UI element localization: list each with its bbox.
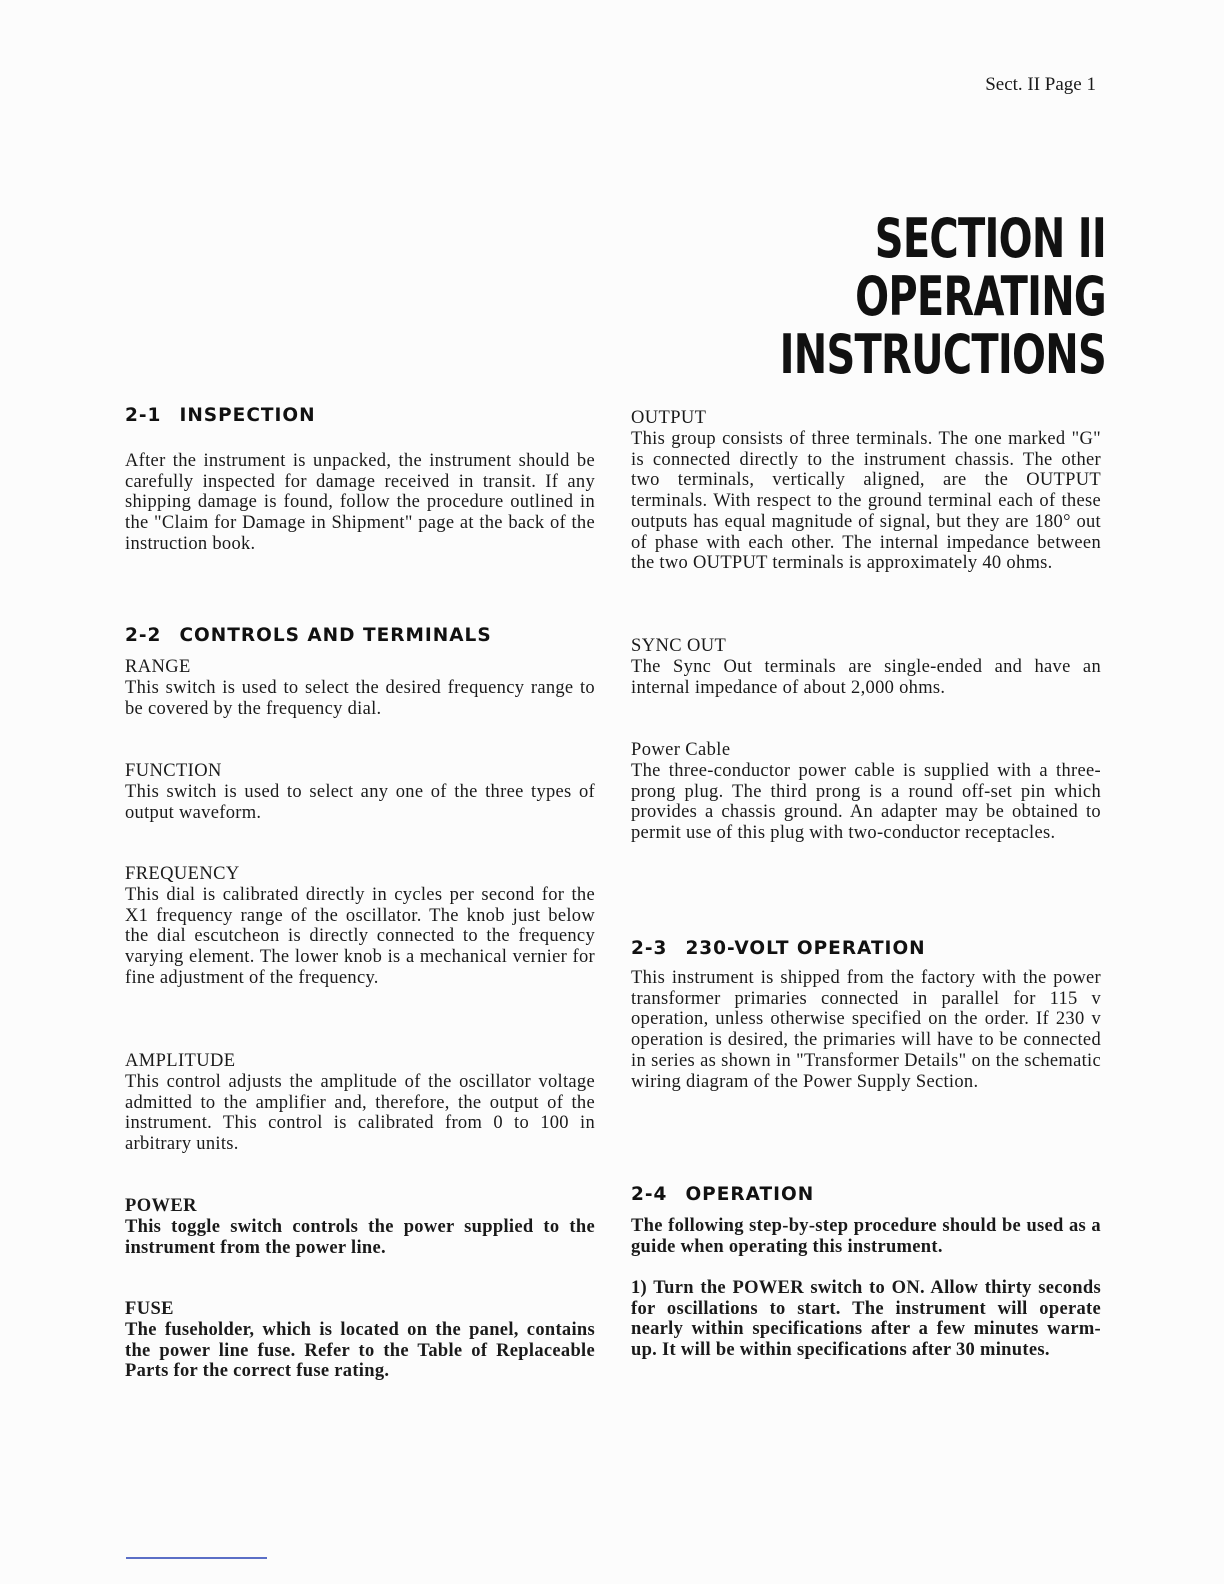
section-number: 2-3 [631,938,668,959]
section-title-line2: OPERATING INSTRUCTIONS [779,265,1106,386]
range-title: RANGE [125,657,191,677]
section-title [662,207,1106,386]
fuse-item [125,1299,595,1382]
range-item [125,657,595,719]
function-title: FUNCTION [125,761,222,781]
section-heading [631,1184,1101,1205]
power-cable-title: Power Cable [631,740,731,760]
fuse-body: The fuseholder, which is located on the panel, contains the power line fuse. Refer to the Table of Replaceable Parts for the correct fuse rating. [125,1320,595,1382]
range-body: This switch is used to select the desired frequency range to be covered by the frequency dial. [125,678,595,719]
section-number: 2-1 [125,405,162,426]
amplitude-body: This control adjusts the amplitude of the oscillator voltage admitted to the amplifier and, therefore, the output of the instrument. This control is calibrated from 0 to 100 in arbitrary units. [125,1072,595,1155]
amplitude-title: AMPLITUDE [125,1051,236,1071]
section-heading [125,405,595,426]
section-heading-text: OPERATION [685,1184,815,1205]
function-body: This switch is used to select any one of the three types of output waveform. [125,782,595,823]
section-heading-text: 230-VOLT OPERATION [685,938,926,959]
fuse-title: FUSE [125,1299,174,1319]
footer-rule [126,1557,267,1559]
output-title: OUTPUT [631,408,707,428]
section-title-line1: SECTION II [874,207,1106,270]
frequency-title: FREQUENCY [125,864,240,884]
section-heading-text: CONTROLS AND TERMINALS [179,625,492,646]
section-number: 2-4 [631,1184,668,1205]
section-heading [631,938,1101,959]
volt-paragraph: This instrument is shipped from the factory with the power transformer primaries connected in parallel for 115 v operation, unless otherwise specified on the order. If 230 v operation is desired, the primaries will have to be connected in series as shown in "Transformer Details" on the schematic wiring diagram of the Power Supply Section. [631,968,1101,1092]
function-item [125,761,595,823]
section-heading-text: INSPECTION [179,405,316,426]
sync-body: The Sync Out terminals are single-ended and have an internal impedance of about 2,000 ohms. [631,657,1101,698]
operation-intro: The following step-by-step procedure should be used as a guide when operating this instrument. [631,1216,1101,1257]
power-body: This toggle switch controls the power supplied to the instrument from the power line. [125,1217,595,1258]
amplitude-item [125,1051,595,1155]
inspection-paragraph: After the instrument is unpacked, the instrument should be carefully inspected for damage received in transit. If any shipping damage is found, follow the procedure outlined in the "Claim for Damage in Shipment" page at the back of the instruction book. [125,451,595,554]
operation-section [631,1184,1101,1205]
power-title: POWER [125,1196,197,1216]
operation-step-1: 1) Turn the POWER switch to ON. Allow thirty seconds for oscillations to start. The instrument will operate nearly within specifications after a few minutes warm-up. It will be within specifications after 30 minutes. [631,1278,1101,1361]
power-cable-body: The three-conductor power cable is supplied with a three-prong plug. The third prong is a round off-set pin which provides a chassis ground. An adapter may be obtained to permit use of this plug with two-conductor receptacles. [631,761,1101,844]
sync-item [631,636,1101,698]
page-reference: Sect. II Page 1 [985,74,1096,95]
frequency-item [125,864,595,989]
volt-section [631,938,1101,959]
section-heading [125,625,595,646]
power-item [125,1196,595,1258]
output-item [631,408,1101,574]
controls-section [125,625,595,646]
power-cable-item [631,740,1101,844]
inspection-section [125,405,595,426]
frequency-body: This dial is calibrated directly in cycles per second for the X1 frequency range of the oscillator. The knob just below the dial escutcheon is directly connected to the frequency varying element. The lower knob is a mechanical vernier for fine adjustment of the frequency. [125,885,595,988]
output-body: This group consists of three terminals. The one marked "G" is connected directly to the instrument chassis. The other two terminals, vertically aligned, are the OUTPUT terminals. With respect to the ground terminal each of these outputs has equal magnitude of signal, but they are 180° out of phase with each other. The internal impedance between the two OUTPUT terminals is approximately 40 ohms. [631,429,1101,574]
section-number: 2-2 [125,625,162,646]
sync-title: SYNC OUT [631,636,727,656]
